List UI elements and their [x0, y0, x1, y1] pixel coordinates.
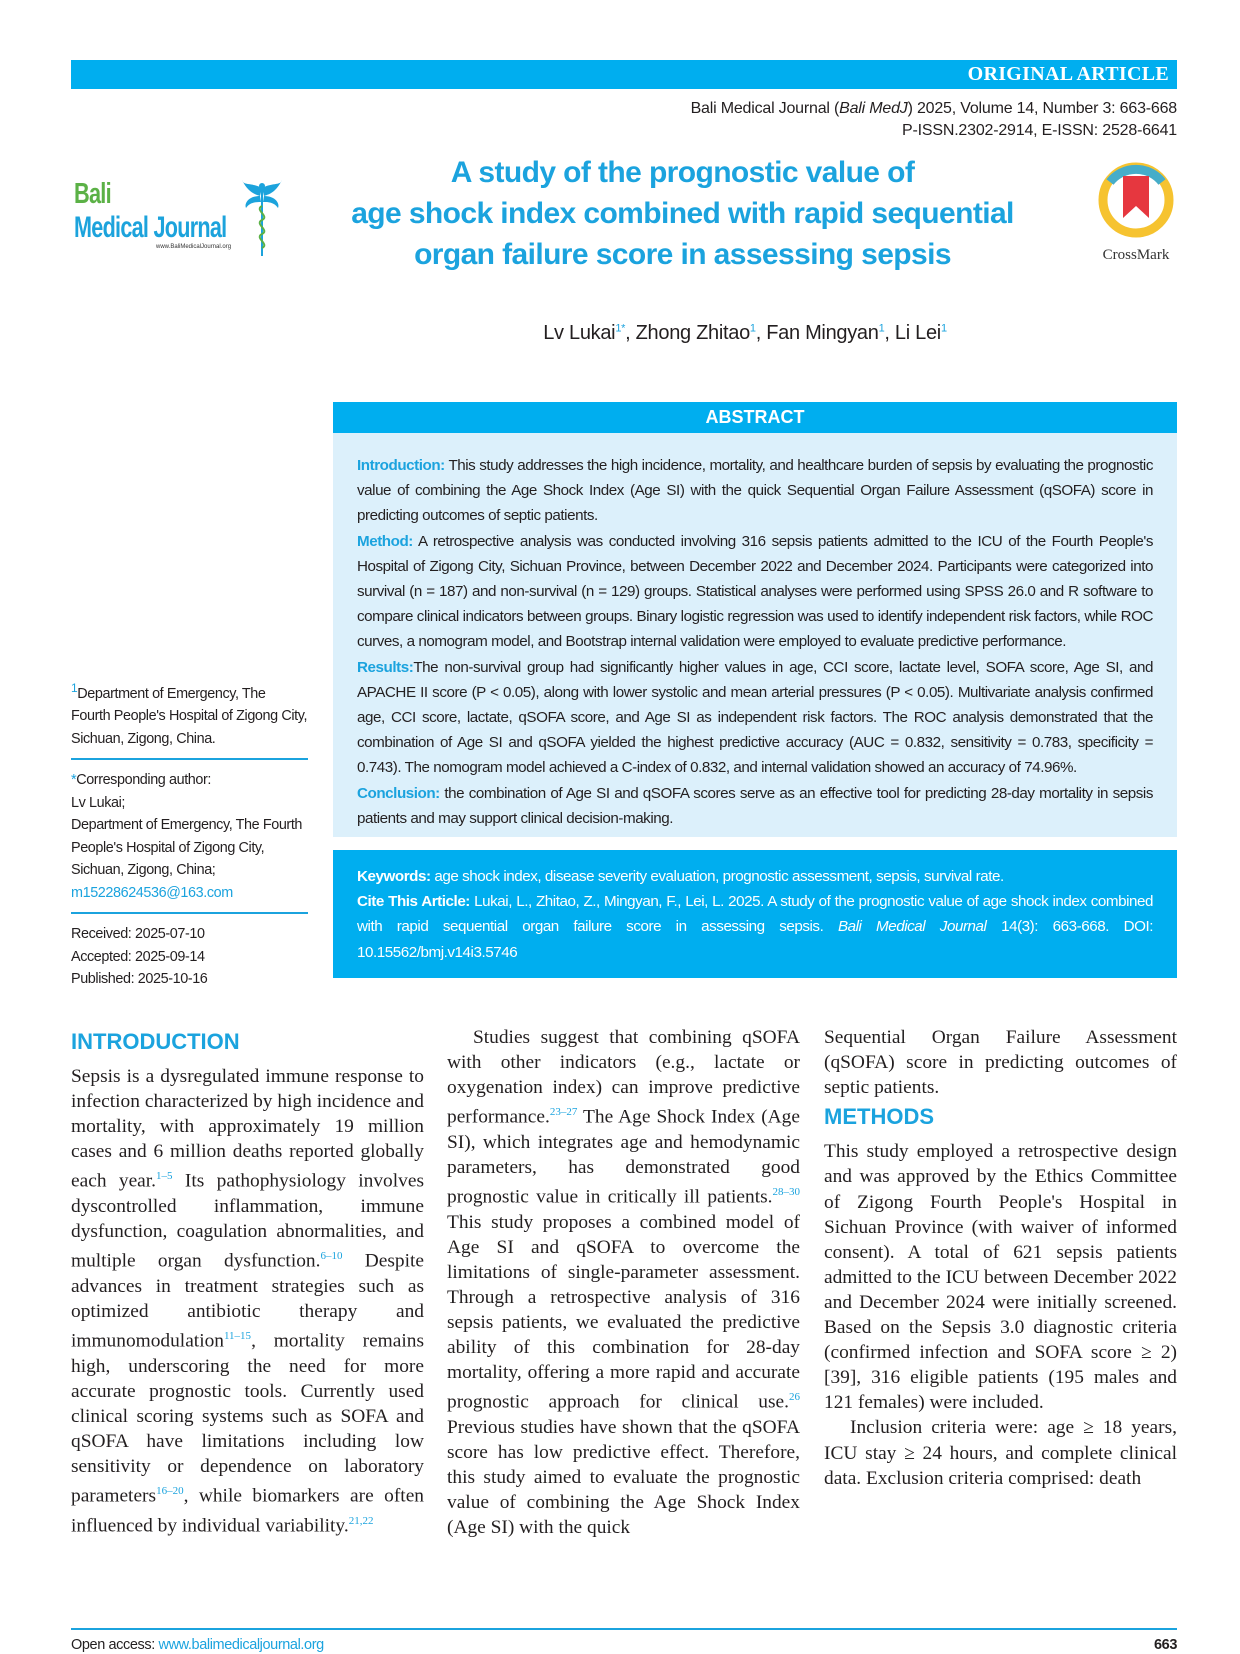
text-run: Despite advances in treatment strategies such as optimized antibiotic therapy and immunomodulation — [71, 1250, 424, 1352]
author: Lv Lukai$^{1*}$ — [543, 322, 626, 344]
author: Fan Mingyan$^1$ — [766, 322, 885, 344]
body-paragraph — [824, 1025, 1177, 1100]
journal-citation-line — [691, 98, 1177, 120]
logo-line2: Medical Journal — [74, 211, 227, 244]
email-link[interactable]: m15228624536@163.com — [71, 884, 233, 901]
accepted-date: Accepted: 2025-09-14 — [71, 948, 205, 965]
section-heading: METHODS — [824, 1104, 934, 1130]
issn: P-ISSN.2302-2914, E-ISSN: 2528-6641 — [902, 122, 1177, 139]
title-line: organ failure score in assessing sepsis — [414, 238, 951, 271]
journal-website-link[interactable]: www.balimedicaljournal.org — [158, 1637, 324, 1653]
citation-ref[interactable]: 6–10 — [320, 1250, 343, 1263]
text-run: Sepsis is a dysregulated immune response to infection characterized by high incidence and mortality, with approximately 19 million cases and 6 million deaths reported globally each year. — [71, 1066, 424, 1192]
text-run: , mortality remains high, underscoring the need for more accurate prognostic tools. Currently used clinical scoring systems such as SOFA and qSOFA have limitations including low sensitivity or dependence on laboratory parameters — [71, 1330, 424, 1507]
text-run: Its pathophysiology involves dyscontrolled inflammation, immune dysfunction, coagulation abnormalities, and multiple organ dysfunction. — [71, 1170, 424, 1272]
corresponding-label: *Corresponding author: — [71, 772, 211, 789]
journal-logo — [72, 178, 287, 258]
citation-ref[interactable]: 16–20 — [156, 1485, 184, 1497]
journal-abbrev: Bali MedJ — [839, 100, 908, 117]
abstract-heading: ABSTRACT — [333, 402, 1177, 433]
crossmark-badge[interactable] — [1092, 160, 1180, 264]
title-line: age shock index combined with rapid sequential — [351, 197, 1014, 230]
logo-url: www.BaliMedicalJournal.org — [156, 244, 232, 250]
logo-line1: Bali — [74, 178, 111, 210]
citation-ref[interactable]: 23–27 — [549, 1106, 578, 1119]
abstract-method: Method: A retrospective analysis was conducted involving 316 sepsis patients admitted to the ICU of the Fourth People's Hospital of Zigong City, Sichuan Province, between December 2022 and December 2024. Participants were categorized into survival (n = 187) and non-survival (n = 129) groups. Statistical analyses were performed using SPSS 26.0 and R software to compare clinical indicators between groups. Binary logistic regression was used to identify independent risk factors, while ROC curves, a nomogram model, and Bootstrap internal validation were employed to evaluate predictive performance. — [357, 532, 1153, 651]
title-line: A study of the prognostic value of — [450, 156, 915, 189]
page-footer — [71, 1637, 1177, 1653]
text-run: This study employed a retrospective design and was approved by the Ethics Committee of Zigong Fourth People's Hospital in Sichuan Province (with waiver of informed consent). A total of 621 sepsis patients admitted to the ICU between December 2022 and December 2024 were initially screened. Based on the Sepsis 3.0 diagnostic criteria (confirmed infection and SOFA score ≥ 2) [39], 316 eligible patients (195 males and 121 females) were included. — [824, 1141, 1177, 1414]
received-date: Received: 2025-07-10 — [71, 926, 205, 943]
text-run: Inclusion criteria were: age ≥ 18 years, ICU stay ≥ 24 hours, and complete clinical data. Exclusion criteria comprised: death — [824, 1417, 1177, 1489]
body-paragraph — [447, 1025, 800, 1540]
text-run: Studies suggest that combining qSOFA with other indicators (e.g., lactate or oxygenation index) can improve predictive performance. — [447, 1027, 800, 1128]
author-list: Lv Lukai$^{1*}$, Zhong Zhitao$^1$, Fan Mingyan$^1$, Li Lei$^1$ — [543, 322, 947, 344]
published-date: Published: 2025-10-16 — [71, 971, 208, 988]
text-run: , while biomarkers are often influenced by individual variability. — [71, 1485, 424, 1537]
article-title — [310, 152, 1055, 275]
citation-ref[interactable]: 26 — [789, 1391, 800, 1404]
citation-ref[interactable]: 21,22 — [348, 1514, 374, 1527]
abstract-conclusion: Conclusion: the combination of Age SI and qSOFA scores serve as an effective tool for predicting 28-day mortality in sepsis patients and may support clinical decision-making. — [357, 784, 1153, 827]
corresponding-name: Lv Lukai; — [71, 794, 125, 811]
affiliation: $^1$Department of Emergency, The Fourth People's Hospital of Zigong City, Sichuan, Zigong, China. — [71, 681, 308, 747]
crossmark-icon — [1096, 160, 1176, 242]
body-paragraph — [824, 1139, 1177, 1415]
author: Zhong Zhitao$^1$ — [635, 322, 756, 344]
text-run: Sequential Organ Failure Assessment (qSOFA) score in predicting outcomes of septic patients. — [824, 1027, 1177, 1099]
open-access-label: Open access: — [71, 1637, 159, 1653]
footer-divider — [71, 1628, 1177, 1630]
citation-ref[interactable]: 1–5 — [156, 1170, 173, 1183]
keywords-box — [333, 850, 1177, 978]
abstract-results: Results:The non-survival group had significantly higher values in age, CCI score, lactate level, SOFA score, Age SI, and APACHE II score (P < 0.05), along with lower systolic and mean arterial pressures (P < 0.05). Multivariate analysis confirmed age, CCI score, lactate, qSOFA score, and Age SI as independent risk factors. The ROC analysis demonstrated that the combination of Age SI and qSOFA yielded the highest predictive accuracy (AUC = 0.832, sensitivity = 0.783, specificity = 0.743). The nomogram model achieved a C-index of 0.832, and internal validation showed an accuracy of 74.96%. — [357, 658, 1153, 777]
body-column-3 — [824, 1025, 1177, 1491]
abstract-introduction: Introduction: This study addresses the high incidence, mortality, and healthcare burden of sepsis by evaluating the prognostic value of combining the Age Shock Index (Age SI) with the quick Sequential Organ Failure Assessment (qSOFA) score in predicting outcomes of septic patients. — [357, 457, 1153, 525]
author: Li Lei$^1$ — [894, 322, 947, 344]
page-number: 663 — [1154, 1637, 1177, 1653]
caduceus-icon — [240, 178, 284, 258]
body-paragraph — [71, 1064, 424, 1538]
crossmark-label: CrossMark — [1102, 247, 1170, 263]
body-column-2 — [447, 1025, 800, 1540]
body-paragraph — [824, 1415, 1177, 1490]
citation-ref[interactable]: 11–15 — [223, 1329, 252, 1342]
section-heading: INTRODUCTION — [71, 1029, 240, 1054]
keywords: Keywords: age shock index, disease severity evaluation, prognostic assessment, sepsis, survival rate. — [357, 868, 1004, 885]
text-run: Previous studies have shown that the qSOFA score has low predictive effect. Therefore, this study aimed to evaluate the prognostic value of combining the Age Shock Index (Age SI) with the quick — [447, 1416, 800, 1539]
abstract-body — [333, 433, 1177, 837]
article-sidebar — [71, 677, 308, 991]
journal-info — [691, 98, 1177, 142]
divider — [71, 912, 308, 914]
cite-this-article: Cite This Article: Lukai, L., Zhitao, Z., Mingyan, F., Lei, L. 2025. A study of the prognostic value of age shock index combined with rapid sequential organ failure score in assessing sepsis. Bali Medical Journal 14(3): 663-668. DOI: 10.15562/bmj.v14i3.5746 — [357, 893, 1153, 961]
journal-name: Bali Medical Journal ( — [690, 100, 840, 117]
divider — [71, 758, 308, 760]
text-run: The Age Shock Index (Age SI), which integrates age and hemodynamic parameters, has demonstrated good prognostic value in critically ill patients. — [447, 1106, 800, 1208]
text-run: This study proposes a combined model of Age SI and qSOFA to overcome the limitations of single-parameter assessment. Through a retrospective analysis of 316 sepsis patients, we evaluated the predictive ability of this combination for 28-day mortality, offering a more rapid and accurate prognostic approach for clinical use. — [447, 1211, 800, 1413]
citation-ref[interactable]: 28–30 — [772, 1186, 800, 1199]
article-type: ORIGINAL ARTICLE — [967, 63, 1169, 85]
article-type-banner — [71, 60, 1177, 89]
body-column-1 — [71, 1025, 424, 1538]
volume-info: ) 2025, Volume 14, Number 3: 663-668 — [907, 100, 1177, 117]
corresponding-affiliation: Department of Emergency, The Fourth People's Hospital of Zigong City, Sichuan, Zigong, China; — [71, 817, 303, 879]
